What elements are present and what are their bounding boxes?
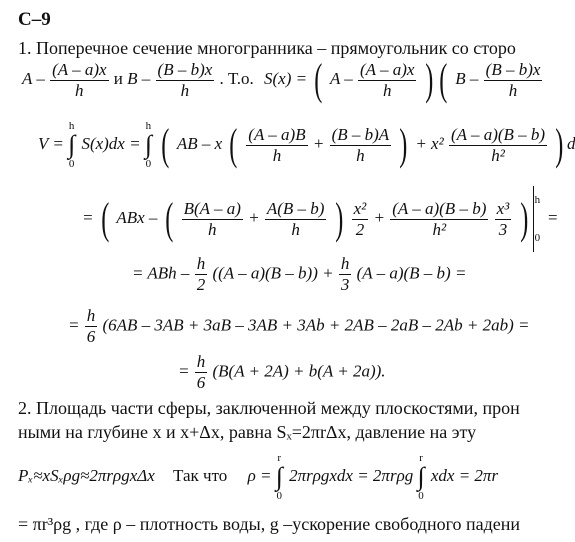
plus-sign: + — [373, 207, 385, 227]
expanded-expression: (6AB – 3AB + 3aB – 3AB + 3Ab + 2AB – 2aB – 2Ab + 2ab) = — [102, 315, 530, 335]
integral-expression: xdx = 2πr — [430, 465, 499, 485]
evaluated-line — [132, 254, 466, 295]
task2-line2: ными на глубине x и x+Δx, равна Sₓ=2πrΔx, давление на эту — [18, 422, 477, 442]
fraction: $\frac{h}{2}$ — [196, 254, 206, 294]
plus-sign: + — [312, 133, 325, 153]
paren-close: ) — [399, 120, 408, 169]
evaluation-limits: h 0 — [534, 194, 541, 244]
task1-intro: 1. Поперечное сечение многогранника – прямоугольник со сторо — [18, 38, 516, 58]
fraction: $\frac{(A - a)(B - b)}{\text{h²}}$ — [450, 124, 546, 165]
fraction: $\frac{\text{x²}}{2}$ — [353, 198, 367, 239]
fraction: $\frac{(A - a)(B - b)}{\text{h²}}$ — [392, 198, 487, 239]
fraction: $\frac{(A - a)x}{h}$ — [52, 59, 107, 100]
fraction: $\frac{h}{6}$ — [196, 352, 206, 392]
so-that-text: Так что — [173, 465, 228, 485]
integral-sign: h ∫ 0 — [68, 120, 76, 170]
tail-d: d — [566, 133, 575, 153]
paren-open: ( — [229, 120, 238, 169]
fraction: $\frac{(A - a)x}{h}$ — [360, 59, 415, 100]
term-abh: = ABh – — [132, 263, 190, 283]
equals-sign: = — [178, 361, 190, 381]
middle-expression: ((A – a)(B – b)) + — [212, 263, 334, 283]
fraction: $\frac{(B - b)x}{h}$ — [485, 59, 541, 100]
equals-sign: = — [546, 207, 559, 227]
plus-sign: + — [248, 207, 260, 227]
result-line — [178, 352, 386, 393]
equals-sign: = — [68, 315, 80, 335]
fraction: $\frac{(B - b)A}{h}$ — [331, 124, 390, 165]
fraction: $\frac{B(A - a)}{h}$ — [183, 198, 241, 239]
paren-open: ( — [164, 194, 174, 243]
conjunction: и — [113, 68, 123, 88]
volume-integral-line — [38, 120, 575, 170]
integral-expression: 2πrρgxdx = 2πrρg — [289, 465, 414, 485]
area-function: S(x) = — [263, 68, 308, 88]
fraction: $\frac{(A - a)B}{h}$ — [248, 124, 306, 165]
integral-sign: r ∫ 0 — [275, 452, 283, 502]
paren-close: ) — [519, 194, 528, 243]
antiderivative-line — [82, 186, 558, 252]
result-expression: (B(A + 2A) + b(A + 2a)). — [212, 361, 386, 381]
paren-open: ( — [161, 120, 170, 169]
pressure-expression: Pₓ≈xSₓρg≈2πrρgxΔx — [18, 465, 155, 485]
thus-text: . Т.о. — [219, 68, 254, 88]
paren-open: ( — [101, 194, 110, 243]
task2-line1: 2. Площадь части сферы, заключенной между плоскостями, прон — [18, 398, 520, 418]
side-a-prefix: A – — [22, 68, 45, 88]
fraction: $\frac{(B - b)x}{h}$ — [157, 59, 213, 100]
expanded-line — [68, 306, 530, 347]
equals-sign: = — [82, 207, 94, 227]
rho-symbol: ρ = — [247, 465, 272, 485]
side-b-prefix: B – — [127, 68, 151, 88]
side-a-term: A – — [329, 68, 353, 88]
fraction: $\frac{h}{6}$ — [86, 306, 96, 346]
task2-pressure-line — [18, 452, 498, 502]
paren-open: ( — [439, 55, 448, 104]
end-expression: (A – a)(B – b) = — [356, 263, 467, 283]
paren-close: ) — [555, 120, 564, 169]
term-abx: ABx – — [116, 207, 158, 227]
task1-sides-line — [22, 55, 543, 104]
term-x-squared: + x² — [415, 133, 444, 153]
term-ab: AB – x — [176, 133, 223, 153]
fraction: $\frac{h}{3}$ — [340, 254, 350, 294]
integral-sign: h ∫ 0 — [144, 120, 152, 170]
side-b-term: B – — [455, 68, 479, 88]
task2-conclusion: = πr³ρg , где ρ – плотность воды, g –ускорение свободного падени — [18, 514, 521, 534]
fraction: $\frac{\text{x³}}{3}$ — [496, 198, 510, 239]
paren-close: ) — [335, 194, 344, 243]
integrand: S(x)dx = — [81, 133, 141, 153]
integral-sign: r ∫ 0 — [417, 452, 425, 502]
paren-close: ) — [425, 55, 434, 104]
volume-symbol: V = — [38, 133, 64, 153]
fraction: $\frac{A(B - b)}{h}$ — [266, 198, 325, 239]
paren-open: ( — [314, 55, 323, 104]
page-heading: С–9 — [18, 9, 51, 30]
